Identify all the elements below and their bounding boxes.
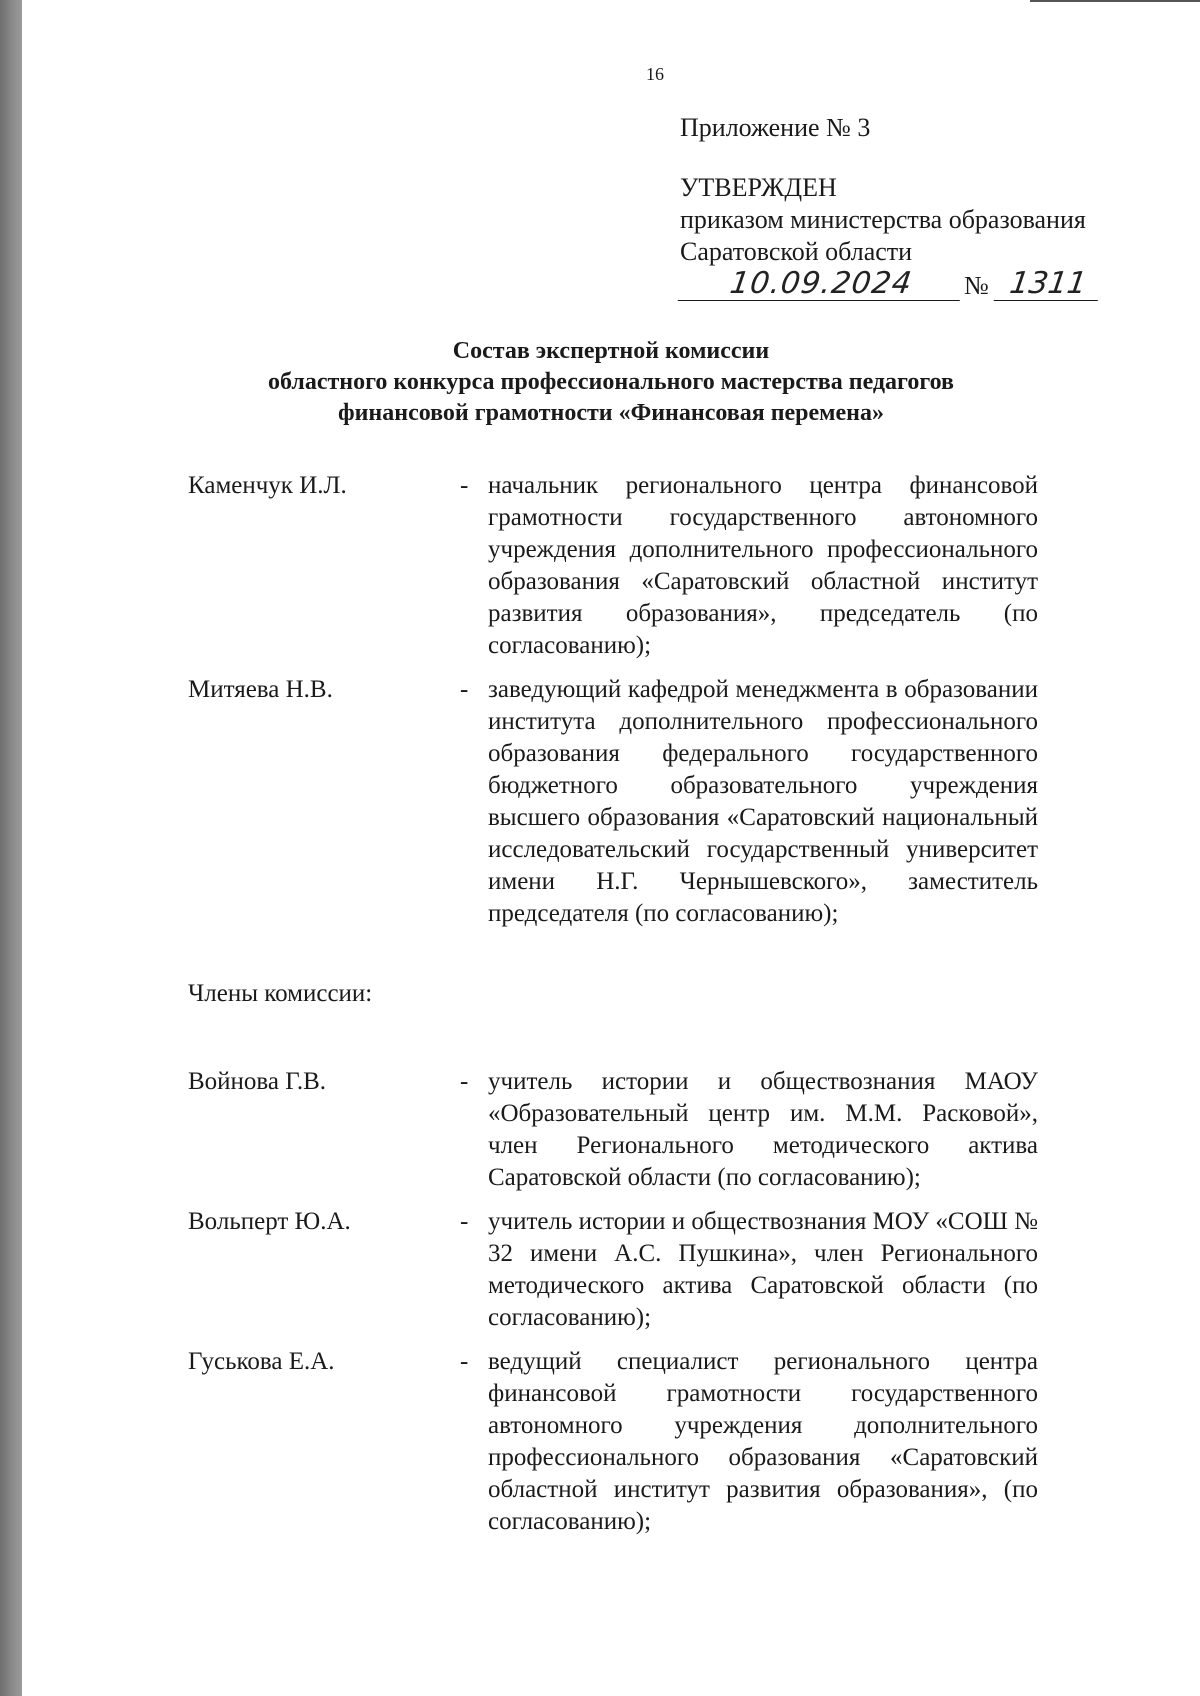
order-signature-row [680, 268, 1100, 304]
appendix-label: Приложение № 3 [680, 113, 871, 142]
members-label: Члены комиссии: [188, 980, 373, 1007]
approval-block [680, 112, 1100, 304]
member-dash: - [460, 1068, 469, 1095]
member-name: Митяева Н.В. [188, 676, 333, 703]
member-dash: - [460, 1348, 469, 1375]
member-name: Гуськова Е.А. [188, 1348, 335, 1375]
member-description: заведующий кафедрой менеджмента в образовании института дополнительного профессионального образования федерального государственного бюджетного образовательного учреждения высшего образования «Саратовский национальный исследовательский государственный университет имени Н.Г. Чернышевского», заместитель председателя (по согласованию); [488, 676, 1038, 927]
title-line-2: областного конкурса профессионального мастерства педагогов [267, 369, 955, 395]
member-name: Вольперт Ю.А. [188, 1208, 351, 1235]
order-date-handwritten: 10.09.2024 [678, 268, 965, 301]
member-dash: - [460, 1208, 469, 1235]
title-line-3: финансовой грамотности «Финансовая перемена» [337, 400, 885, 426]
order-number-handwritten: 1311 [994, 268, 1103, 301]
page-number: 16 [646, 64, 664, 84]
title-line-1: Состав экспертной комиссии [452, 338, 770, 364]
member-description: ведущий специалист регионального центра финансовой грамотности государственного автономного учреждения дополнительного профессионального образования «Саратовский областной институт развития образования», (по согласованию); [488, 1348, 1038, 1535]
member-dash: - [460, 472, 469, 499]
order-line-1: приказом министерства образования [680, 205, 1086, 234]
member-name: Каменчук И.Л. [188, 472, 347, 499]
member-name: Войнова Г.В. [188, 1068, 327, 1095]
member-description: начальник регионального центра финансовой грамотности государственного автономного учреждения дополнительного профессионального образования «Саратовский областной институт развития образования», председатель (по согласованию); [488, 472, 1038, 659]
order-line-2: Саратовской области [680, 237, 913, 266]
scan-edge-shadow [0, 0, 22, 1696]
member-description: учитель истории и обществознания МАОУ «Образовательный центр им. М.М. Расковой», член Регионального методического актива Саратовской области (по согласованию); [488, 1068, 1038, 1191]
scan-edge-mark [1030, 0, 1200, 2]
member-description: учитель истории и обществознания МОУ «СОШ № 32 имени А.С. Пушкина», член Регионального методического актива Саратовской области (по согласованию); [488, 1208, 1038, 1331]
approved-label: УТВЕРЖДЕН [680, 173, 837, 202]
member-dash: - [460, 676, 469, 703]
order-number-label: № [964, 271, 989, 300]
document-title [22, 336, 1200, 429]
